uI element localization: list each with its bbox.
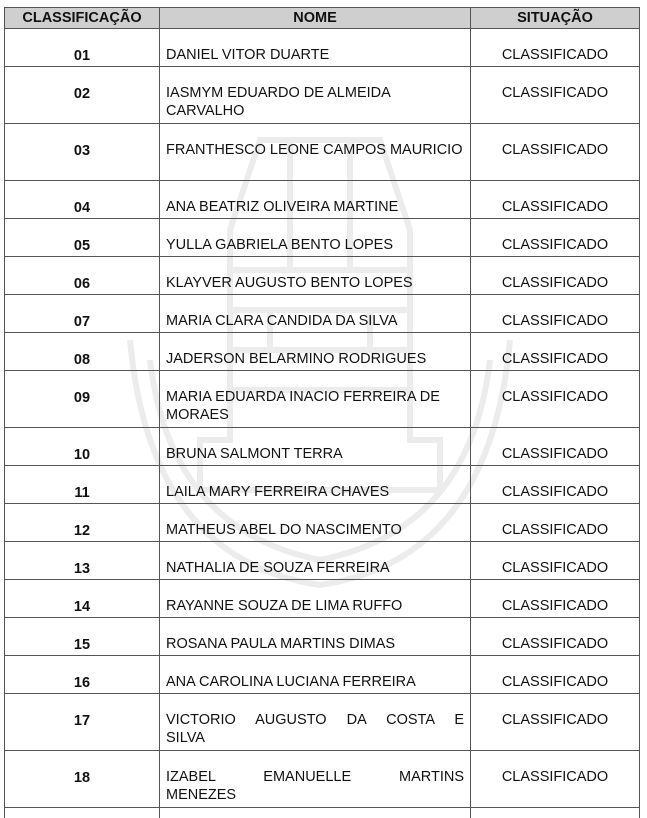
name-cell: IASMYM EDUARDO DE ALMEIDA CARVALHO [160,67,471,124]
name-cell: JADERSON BELARMINO RODRIGUES [160,333,471,371]
table-row [5,333,640,371]
rank-cell: 04 [5,181,160,219]
rank-cell: 16 [5,656,160,694]
rank-cell: 09 [5,371,160,428]
status-cell: CLASSIFICADO [471,295,640,333]
status-cell: CLASSIFICADO [471,67,640,124]
rank-cell: 18 [5,751,160,808]
rank-cell: 17 [5,694,160,751]
name-cell: RAYANNE SOUZA DE LIMA RUFFO [160,580,471,618]
status-cell: CLASSIFICADO [471,257,640,295]
name-line-1: VICTORIO AUGUSTO DA COSTA E [166,712,464,728]
rank-cell: 08 [5,333,160,371]
table-row [5,219,640,257]
name-cell [160,751,471,808]
status-cell: CLASSIFICADO [471,504,640,542]
name-cell: MARIA EDUARDA INACIO FERREIRA DE MORAES [160,371,471,428]
header-situacao: SITUAÇÃO [471,8,640,29]
table-row [5,618,640,656]
status-cell: CLASSIFICADO [471,466,640,504]
status-cell: CLASSIFICADO [471,656,640,694]
table-header-row [5,8,640,29]
table-row [5,656,640,694]
partial-cell [5,808,160,818]
rank-cell: 07 [5,295,160,333]
status-cell: CLASSIFICADO [471,124,640,181]
status-cell: CLASSIFICADO [471,333,640,371]
name-cell: ANA BEATRIZ OLIVEIRA MARTINE [160,181,471,219]
name-line-1: IZABEL EMANUELLE MARTINS [166,769,464,785]
rank-cell: 12 [5,504,160,542]
name-line-2: SILVA [166,729,464,747]
status-cell: CLASSIFICADO [471,181,640,219]
name-cell: KLAYVER AUGUSTO BENTO LOPES [160,257,471,295]
rank-cell: 10 [5,428,160,466]
rank-cell: 05 [5,219,160,257]
name-cell: LAILA MARY FERREIRA CHAVES [160,466,471,504]
status-cell: CLASSIFICADO [471,219,640,257]
name-cell: FRANTHESCO LEONE CAMPOS MAURICIO [160,124,471,181]
status-cell: CLASSIFICADO [471,29,640,67]
classification-table [4,7,640,818]
table-row [5,428,640,466]
partial-cell [160,808,471,818]
table-row [5,257,640,295]
table-row [5,580,640,618]
name-cell: MATHEUS ABEL DO NASCIMENTO [160,504,471,542]
table-row [5,694,640,751]
partial-cell [471,808,640,818]
table-row [5,295,640,333]
table-row [5,29,640,67]
rank-cell: 06 [5,257,160,295]
rank-cell: 14 [5,580,160,618]
table-row [5,124,640,181]
name-line-2: MENEZES [166,786,464,804]
table-row [5,371,640,428]
status-cell: CLASSIFICADO [471,542,640,580]
name-cell: BRUNA SALMONT TERRA [160,428,471,466]
status-cell: CLASSIFICADO [471,428,640,466]
rank-cell: 15 [5,618,160,656]
rank-cell: 02 [5,67,160,124]
table-row [5,504,640,542]
header-nome: NOME [160,8,471,29]
table-row [5,181,640,219]
status-cell: CLASSIFICADO [471,618,640,656]
name-cell: YULLA GABRIELA BENTO LOPES [160,219,471,257]
name-cell [160,694,471,751]
header-classificacao: CLASSIFICAÇÃO [5,8,160,29]
rank-cell: 03 [5,124,160,181]
name-cell: ANA CAROLINA LUCIANA FERREIRA [160,656,471,694]
name-cell: DANIEL VITOR DUARTE [160,29,471,67]
rank-cell: 01 [5,29,160,67]
rank-cell: 13 [5,542,160,580]
name-cell: NATHALIA DE SOUZA FERREIRA [160,542,471,580]
status-cell: CLASSIFICADO [471,580,640,618]
rank-cell: 11 [5,466,160,504]
table-row-partial [5,808,640,818]
table-row [5,542,640,580]
status-cell: CLASSIFICADO [471,371,640,428]
table-row [5,67,640,124]
status-cell: CLASSIFICADO [471,694,640,751]
table-row [5,751,640,808]
name-cell: ROSANA PAULA MARTINS DIMAS [160,618,471,656]
table-row [5,466,640,504]
name-cell: MARIA CLARA CANDIDA DA SILVA [160,295,471,333]
status-cell: CLASSIFICADO [471,751,640,808]
